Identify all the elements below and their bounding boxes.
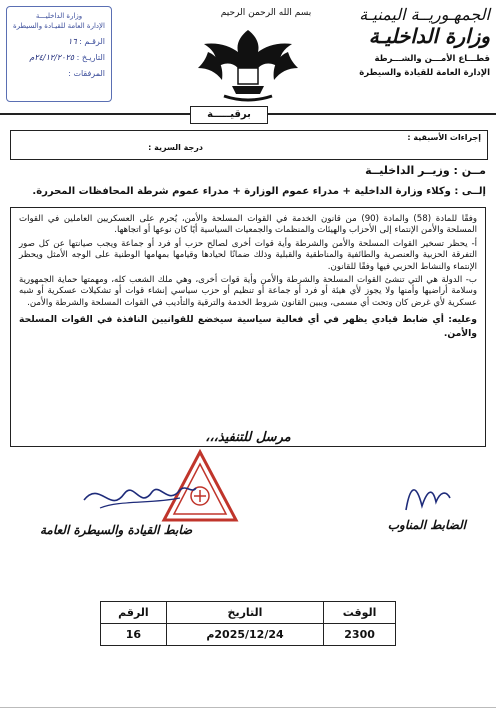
incoming-stamp [4,0,112,108]
command-officer-title: ضابط القيادة والسيطرة العامة [40,523,193,537]
date-value: 2025/12/24م [166,624,323,646]
stamp-ref-value: ١٦ [68,37,77,46]
stamp-attachments-row [7,69,111,79]
stamp-line2: الإدارة العامة للقيـادة والسيطرة [13,22,105,30]
eagle-emblem-icon [188,22,308,106]
body-conclusion: وعليه: أي ضابط قيادي يظهر في أي فعالية سياسية سيخضع للقوانيين النافذة في القوات المسلحة والأمن. [19,314,477,340]
duty-officer-title: الضابط المناوب [387,518,466,532]
stamp-date-row [7,53,111,63]
secrecy-label: درجة السرية : [148,143,203,152]
date-header: التاريخ [166,602,323,624]
body-paragraph-3: ب- الدولة هي التي تنشئ القوات المسلحة والشرطة والأمن وأية قوات أخرى، وهي ملك الشعب كله، ومهمتها حماية الجمهورية وسلامة أراضيها وأمنها ولا يجوز لأي هيئة أو فرد أو جماعة أو تنظيم أو حزب سياسي إنشاء قوات أو تشكيلات عسكرية أو شبه عسكرية لأي غرض كان وتحت أي مسمى، ويبين القانون شروط الخدمة والترقية والتأديب في القوات المسلحة والشرطة والأمن. [19,275,477,308]
from-line: مــن : وزيــر الداخليــة [365,164,486,177]
document-type-tab: برقيـــــة [190,106,268,124]
number-header: الرقم [101,602,167,624]
department-title: الإدارة العامة للقيادة والسيطرة [359,68,490,78]
send-for-execution: مرسل للتنفيذ،،، [205,430,291,445]
page-edge [0,707,496,708]
message-body [10,207,486,447]
republic-title: الجمهـوريــة اليمنيـة [359,5,490,24]
body-paragraph-2: أ- يحظر تسخير القوات المسلحة والأمن والشرطة وأية قوات أخرى لصالح حزب أو فرد أو جماعة ويجب صيانتها عن كل صور التفرقة الحزبية والعنصرية والطائفية والمناطقية والقبلية وذلك ضمانًا لحيادها وقيامها بمهامها الوطنية على الوجه الأمثل ويحظر الإنتماء والنشاط الحزبي فيها وفقًا للقانون. [19,238,477,272]
priority-box [10,130,488,160]
letterhead [330,6,490,78]
meta-table [100,601,396,646]
meta-header-row [101,602,396,624]
stamp-line1: وزارة الداخليـــة [35,12,83,20]
stamp-date-value: ٢٤/١٢/٢٠٢٥م [29,53,75,62]
time-header: الوقت [324,602,396,624]
body-paragraph-1: وفقًا للمادة (58) والمادة (90) من قانون الخدمة في القوات المسلحة والأمن، يُحرم على العسكريين العاملين في القوات المسلحة والأمن الإنتماء إلى الأحزاب والهيئات والمنظمات والجمعيات السياسية أيًا كان نوعها أو اتجاهها. [19,214,478,236]
stamp-box [6,6,112,102]
number-value: 16 [101,624,167,646]
stamp-date-label: التاريـخ : [76,53,105,62]
meta-value-row [101,624,396,646]
basmala: بسم الله الرحمن الرحيم [220,8,312,18]
procedures-label: إجراءات الأسبقية : [407,133,481,142]
stamp-attachments-label: المرفقات : [68,69,105,78]
stamp-ref-label: الرقـم : [79,37,105,46]
sector-title: قطـــاع الأمـــن والشـــرطة [374,54,490,64]
stamp-ref-row [7,37,111,47]
ministry-title: وزارة الداخليـة [368,24,490,48]
time-value: 2300 [324,624,396,646]
right-signature-icon [396,476,456,516]
to-line: إلــى : وكلاء وزارة الداخلية + مدراء عموم الوزارة + مدراء عموم شرطة المحافظات المحررة. [32,186,486,197]
left-signature-icon [80,470,200,520]
